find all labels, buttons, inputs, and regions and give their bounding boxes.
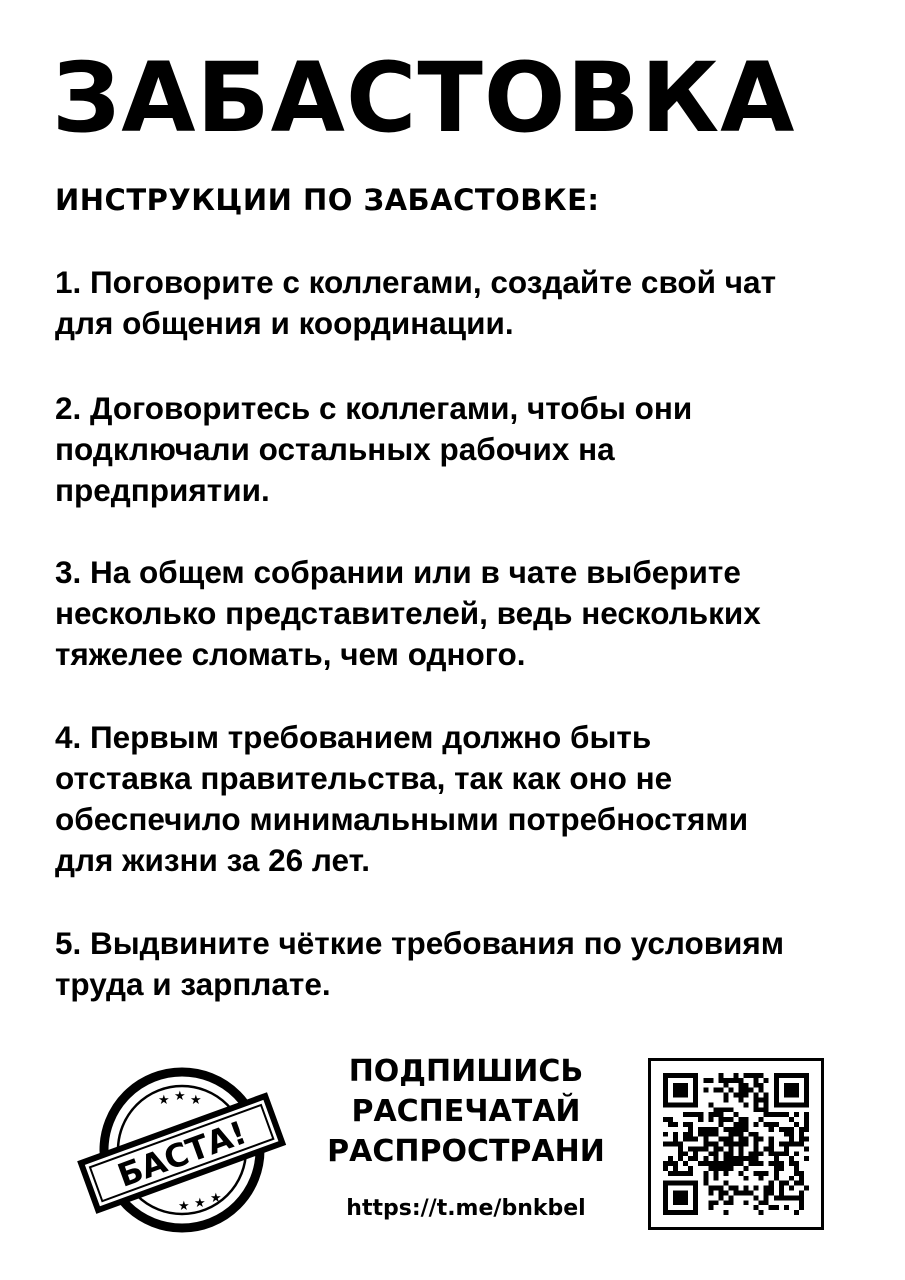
telegram-link[interactable]: https://t.me/bnkbel: [346, 1196, 586, 1221]
step-1: [55, 262, 865, 344]
poster-title: ЗАБАСТОВКА: [52, 42, 796, 154]
step-4: [55, 717, 865, 881]
qr-code-icon[interactable]: [648, 1058, 824, 1230]
step-line: 5. Выдвините чёткие требования по условиям: [55, 925, 785, 961]
cta-spread: РАСПРОСТРАНИ: [327, 1134, 605, 1169]
step-line: 3. На общем собрании или в чате выберите: [55, 554, 741, 590]
svg-text:★: ★: [178, 1199, 190, 1214]
step-line: для общения и координации.: [55, 305, 514, 341]
step-line: тяжелее сломать, чем одного.: [55, 636, 526, 672]
call-to-action: [296, 1052, 636, 1172]
step-line: подключали остальных рабочих на: [55, 431, 615, 467]
cta-subscribe: ПОДПИШИСЬ: [348, 1054, 584, 1089]
step-line: несколько представителей, ведь нескольких: [55, 595, 761, 631]
step-line: 2. Договоритесь с коллегами, чтобы они: [55, 390, 693, 426]
step-line: для жизни за 26 лет.: [55, 842, 371, 878]
svg-text:★: ★: [210, 1191, 222, 1206]
cta-print: РАСПЕЧАТАЙ: [351, 1094, 581, 1129]
step-line: обеспечило минимальными потребностями: [55, 801, 749, 837]
instructions-heading: ИНСТРУКЦИИ ПО ЗАБАСТОВКЕ:: [55, 183, 600, 217]
step-3: [55, 552, 865, 675]
svg-text:★: ★: [194, 1196, 206, 1211]
stamp-text: БАСТА!: [112, 1113, 252, 1195]
step-line: труда и зарплате.: [55, 966, 331, 1002]
svg-text:★: ★: [174, 1089, 186, 1104]
step-line: отставка правительства, так как оно не: [55, 760, 673, 796]
step-line: 1. Поговорите с коллегами, создайте свой чат: [55, 264, 776, 300]
svg-text:★: ★: [158, 1093, 170, 1108]
step-2: [55, 388, 865, 511]
basta-stamp-logo: [74, 1062, 294, 1242]
step-line: предприятии.: [55, 472, 270, 508]
step-line: 4. Первым требованием должно быть: [55, 719, 652, 755]
svg-text:★: ★: [190, 1093, 202, 1108]
qr-pattern: [663, 1073, 809, 1215]
step-5: [55, 923, 865, 1005]
